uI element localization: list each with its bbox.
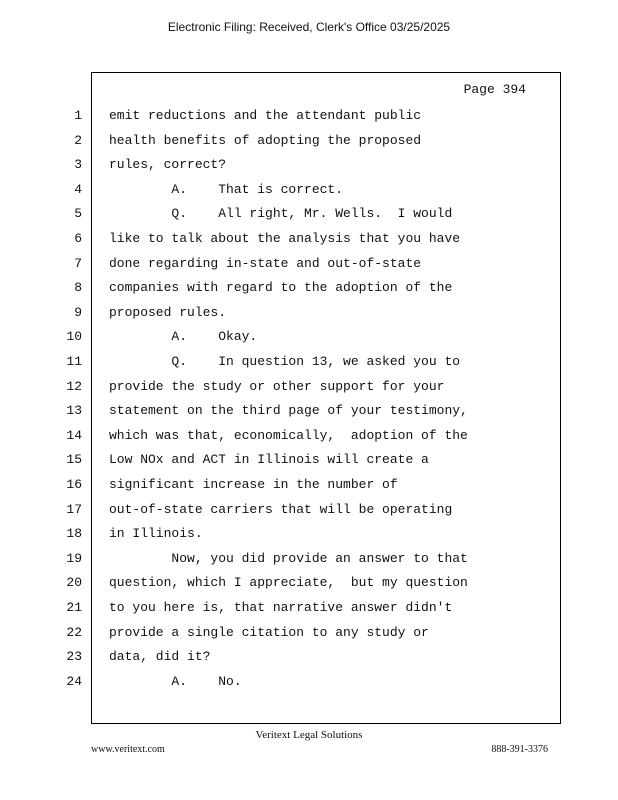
transcript-line xyxy=(0,133,618,158)
line-text: A. Okay. xyxy=(109,329,258,345)
transcript-line xyxy=(0,379,618,404)
line-text: emit reductions and the attendant public xyxy=(109,108,422,123)
transcript-line xyxy=(0,354,618,379)
line-text: Q. All right, Mr. Wells. I would xyxy=(109,206,453,222)
line-number: 22 xyxy=(66,624,82,640)
transcript-line xyxy=(0,329,618,354)
line-number: 4 xyxy=(74,181,82,197)
line-text: companies with regard to the adoption of the xyxy=(109,280,453,296)
line-number: 11 xyxy=(66,354,82,369)
line-number: 9 xyxy=(74,304,82,320)
line-number: 5 xyxy=(74,206,82,222)
line-text: statement on the third page of your testimony, xyxy=(109,403,468,419)
transcript-line xyxy=(0,526,618,551)
transcript-line xyxy=(0,649,618,674)
footer-website: www.veritext.com xyxy=(91,744,165,755)
line-text: in Illinois. xyxy=(109,526,203,542)
transcript-line xyxy=(0,477,618,502)
line-text: A. No. xyxy=(109,673,242,689)
line-number: 21 xyxy=(66,600,82,615)
transcript-line xyxy=(0,108,618,133)
line-text: question, which I appreciate, but my question xyxy=(109,575,468,591)
line-text: to you here is, that narrative answer didn't xyxy=(109,600,453,615)
transcript-line xyxy=(0,305,618,330)
transcript-line xyxy=(0,575,618,600)
line-text: like to talk about the analysis that you have xyxy=(109,231,461,246)
line-number: 2 xyxy=(74,132,82,148)
line-number: 8 xyxy=(74,280,82,296)
line-text: Low NOx and ACT in Illinois will create a xyxy=(109,452,429,468)
transcript-line xyxy=(0,428,618,453)
line-number: 15 xyxy=(66,452,82,468)
line-text: Now, you did provide an answer to that xyxy=(109,550,468,566)
line-number: 24 xyxy=(66,673,82,689)
line-text: proposed rules. xyxy=(109,304,227,320)
transcript-line xyxy=(0,452,618,477)
transcript-line xyxy=(0,403,618,428)
transcript-line xyxy=(0,182,618,207)
line-text: done regarding in-state and out-of-state xyxy=(109,255,422,271)
transcript-line xyxy=(0,256,618,281)
line-number: 18 xyxy=(66,526,82,542)
transcript-line xyxy=(0,280,618,305)
transcript-line xyxy=(0,551,618,576)
footer-phone: 888-391-3376 xyxy=(491,744,548,755)
line-number: 16 xyxy=(66,477,82,492)
line-text: out-of-state carriers that will be operating xyxy=(109,501,453,517)
line-text: significant increase in the number of xyxy=(109,477,398,492)
transcript-line xyxy=(0,600,618,625)
line-number: 14 xyxy=(66,427,82,443)
line-text: provide a single citation to any study or xyxy=(109,624,429,640)
line-number: 17 xyxy=(66,501,82,517)
line-number: 6 xyxy=(74,231,82,246)
line-number: 1 xyxy=(74,108,82,123)
line-text: A. That is correct. xyxy=(109,181,344,197)
transcript-line xyxy=(0,157,618,182)
line-number: 7 xyxy=(74,255,82,271)
line-number: 19 xyxy=(66,550,82,566)
transcript-line xyxy=(0,625,618,650)
footer-company: Veritext Legal Solutions xyxy=(255,729,363,741)
filing-header: Electronic Filing: Received, Clerk's Office 03/25/2025 xyxy=(167,20,451,34)
transcript-line xyxy=(0,502,618,527)
transcript-line xyxy=(0,674,618,699)
line-number: 13 xyxy=(66,403,82,419)
transcript-line xyxy=(0,231,618,256)
page-number: Page 394 xyxy=(463,82,526,97)
line-text: health benefits of adopting the proposed xyxy=(109,132,422,148)
line-text: provide the study or other support for your xyxy=(109,378,445,394)
line-number: 23 xyxy=(66,649,82,665)
line-number: 20 xyxy=(66,575,82,591)
line-text: rules, correct? xyxy=(109,157,227,173)
line-number: 12 xyxy=(66,378,82,394)
line-text: data, did it? xyxy=(109,649,211,665)
line-number: 3 xyxy=(74,157,82,173)
line-text: which was that, economically, adoption of the xyxy=(109,427,468,443)
line-text: Q. In question 13, we asked you to xyxy=(109,354,461,369)
transcript-line xyxy=(0,206,618,231)
line-number: 10 xyxy=(66,329,82,345)
